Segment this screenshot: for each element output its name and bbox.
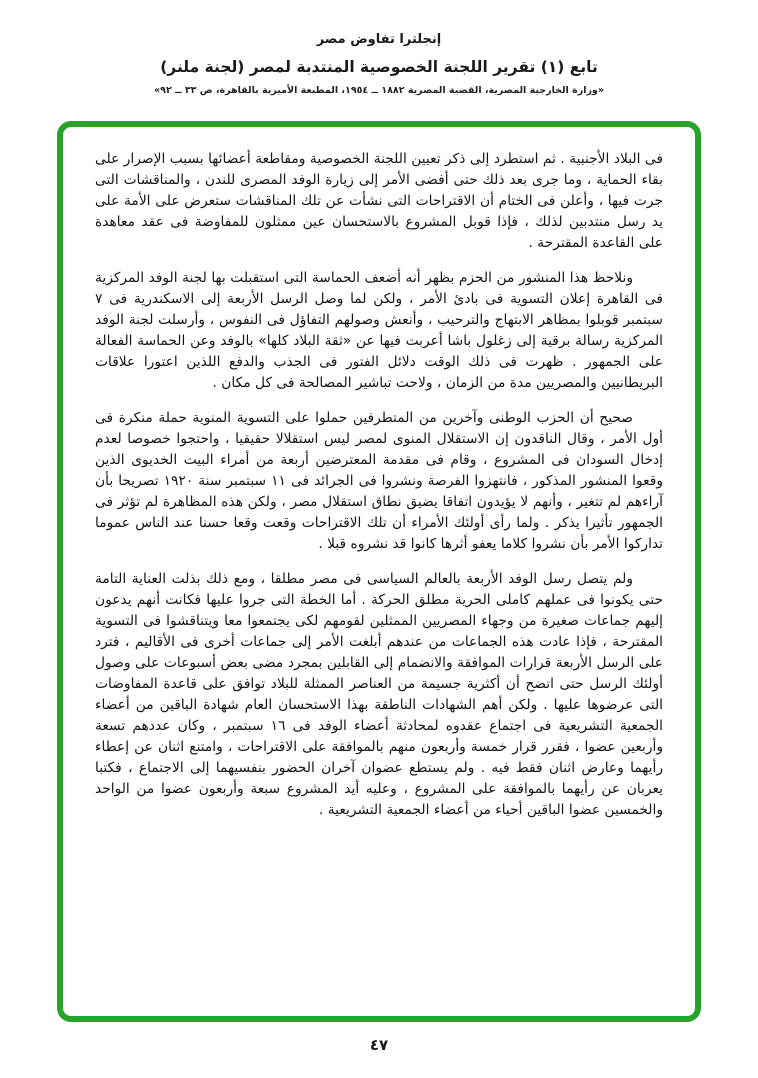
text-frame: [57, 121, 701, 1022]
report-subtitle: تابع (١) تقرير اللجنة الخصوصية المنتدبة لمصر (لجنة ملنر): [160, 58, 598, 76]
page-header: [0, 0, 758, 96]
paragraph: ونلاحظ هذا المنشور من الحزم بظهر أنه أضعف الحماسة التى استقبلت بها لجنة الوفد المركزية فى القاهرة إعلان التسوية فى بادئ الأمر ، ولكن لما وصل الرسل الأربعة إلى الاسكندرية فى ٧ سبتمبر قوبلوا بمظاهر الابتهاج والترحيب ، وأنعش وصولهم التفاؤل فى النفوس ، وأرسلت لجنة الوفد المركزية رسالة برقية إلى زغلول باشا أعربت فيها عن «ثقة البلاد كلها» بالوفد وعن الحماسة الفعالة على الجمهور . ظهرت فى ذلك الوقت دلائل الفتور فى الجذب والدفع اللذين اعتورا علاقات البريطانيين والمصريين مدة من الزمان ، ولاحت تباشير المصالحة فى كل مكان .: [95, 270, 663, 391]
paragraph: فى البلاد الأجنبية . ثم استطرد إلى ذكر تعيين اللجنة الخصوصية ومقاطعة أعضائها بسبب الإصرار على بقاء الحماية ، وما جرى بعد ذلك حتى أفضى الأمر إلى زيارة الوفد المصرى للندن ، والمناقشات التى جرت فيها ، وأعلن فى الختام أن الاقتراحات التى نشأت عن تلك المناقشات ستعرض على الأمة على يد رسل منتدبين لذلك ، فإذا قوبل المشروع بالاستحسان عين ممثلون للمفاوضة فى عقد معاهدة على القاعدة المقترحة .: [95, 151, 663, 251]
source-citation: «وزارة الخارجية المصرية، القضية المصرية ١٨٨٢ ــ ١٩٥٤، المطبعة الأميرية بالقاهرة، ص ٣٣ ــ ٩٢»: [154, 85, 604, 96]
paragraph: صحيح أن الحزب الوطنى وآخرين من المتطرفين حملوا على التسوية المنوية حملة منكرة فى أول الأمر ، وقال الناقدون إن الاستقلال المنوى لمصر ليس استقلالا حقيقيا ، واحتجوا خصوصا لعدم إدخال السودان فى المشروع ، وقام فى مقدمة المعترضين أربعة من أمراء البيت الخديوى الذين وقعوا المنشور المذكور ، فانتهزوا الفرصة ونشروا فى الجرائد فى ١١ سبتمبر سنة ١٩٢٠ تصريحا بأن آراءهم لم تتغير ، وأنهم لا يؤيدون اتفاقا يضيق نطاق استقلال مصر ، ولكن هذه المظاهرة لم تؤثر فى الجمهور تأثيرا يذكر . ولما رأى أولئك الأمراء أن تلك الاقتراحات وقعت وقعا حسنا عند الناس عموما تداركوا الأمر بأن نشروا كلاما يعفو أثرها كانوا قد نشروه قبلا .: [95, 410, 663, 552]
paragraph: ولم يتصل رسل الوفد الأربعة بالعالم السياسى فى مصر مطلقا ، ومع ذلك بذلت العناية التامة حتى يكونوا فى عملهم كاملى الحرية مطلق الحركة . أما الخطة التى جروا عليها فكانت أنهم يدعون إليهم جماعات صغيرة من وجهاء المصريين الممثلين لقومهم لكى يجتمعوا معا ويتناقشوا فى التسوية المقترحة ، فإذا عادت هذه الجماعات من عندهم أبلغت الأمر إلى جماعات أخرى فى الأقاليم ، فترد على الرسل الأربعة قرارات الموافقة والانضمام إلى القابلين بمجرد مضى بعض أسبوعات على وصول أولئك الرسل حتى اتضح أن أكثرية جسيمة من العناصر الممثلة للبلاد توافق على قاعدة المفاوضات التى عرضوها عليها . ولكن أهم الشهادات الناطقة بهذا الاستحسان العام شهادة الباقين من أعضاء الجمعية التشريعية فى اجتماع عقدوه لمحادثة أعضاء الوفد فى ١٦ سبتمبر ، وكان عددهم تسعة وأربعين عضوا ، فقرر قرار خمسة وأربعون منهم بالموافقة على الاقتراحات ، وامتنع اثنان عن إعطاء رأيهما وعارض اثنان فقط فيه . ولم يستطع عضوان آخران الحضور بنفسيهما إلى الاجتماع ، فكتبا يعربان عن رأيهما بالموافقة على المشروع ، وعليه أيد المشروع سبعة وأربعون عضوا من الواحد والخمسين عضوا الباقين أحياء من أعضاء الجمعية التشريعية .: [95, 571, 663, 818]
page-number: ٤٧: [369, 1036, 389, 1054]
page-title: إنجلترا تفاوض مصر: [316, 32, 442, 47]
body-text: [95, 149, 663, 821]
